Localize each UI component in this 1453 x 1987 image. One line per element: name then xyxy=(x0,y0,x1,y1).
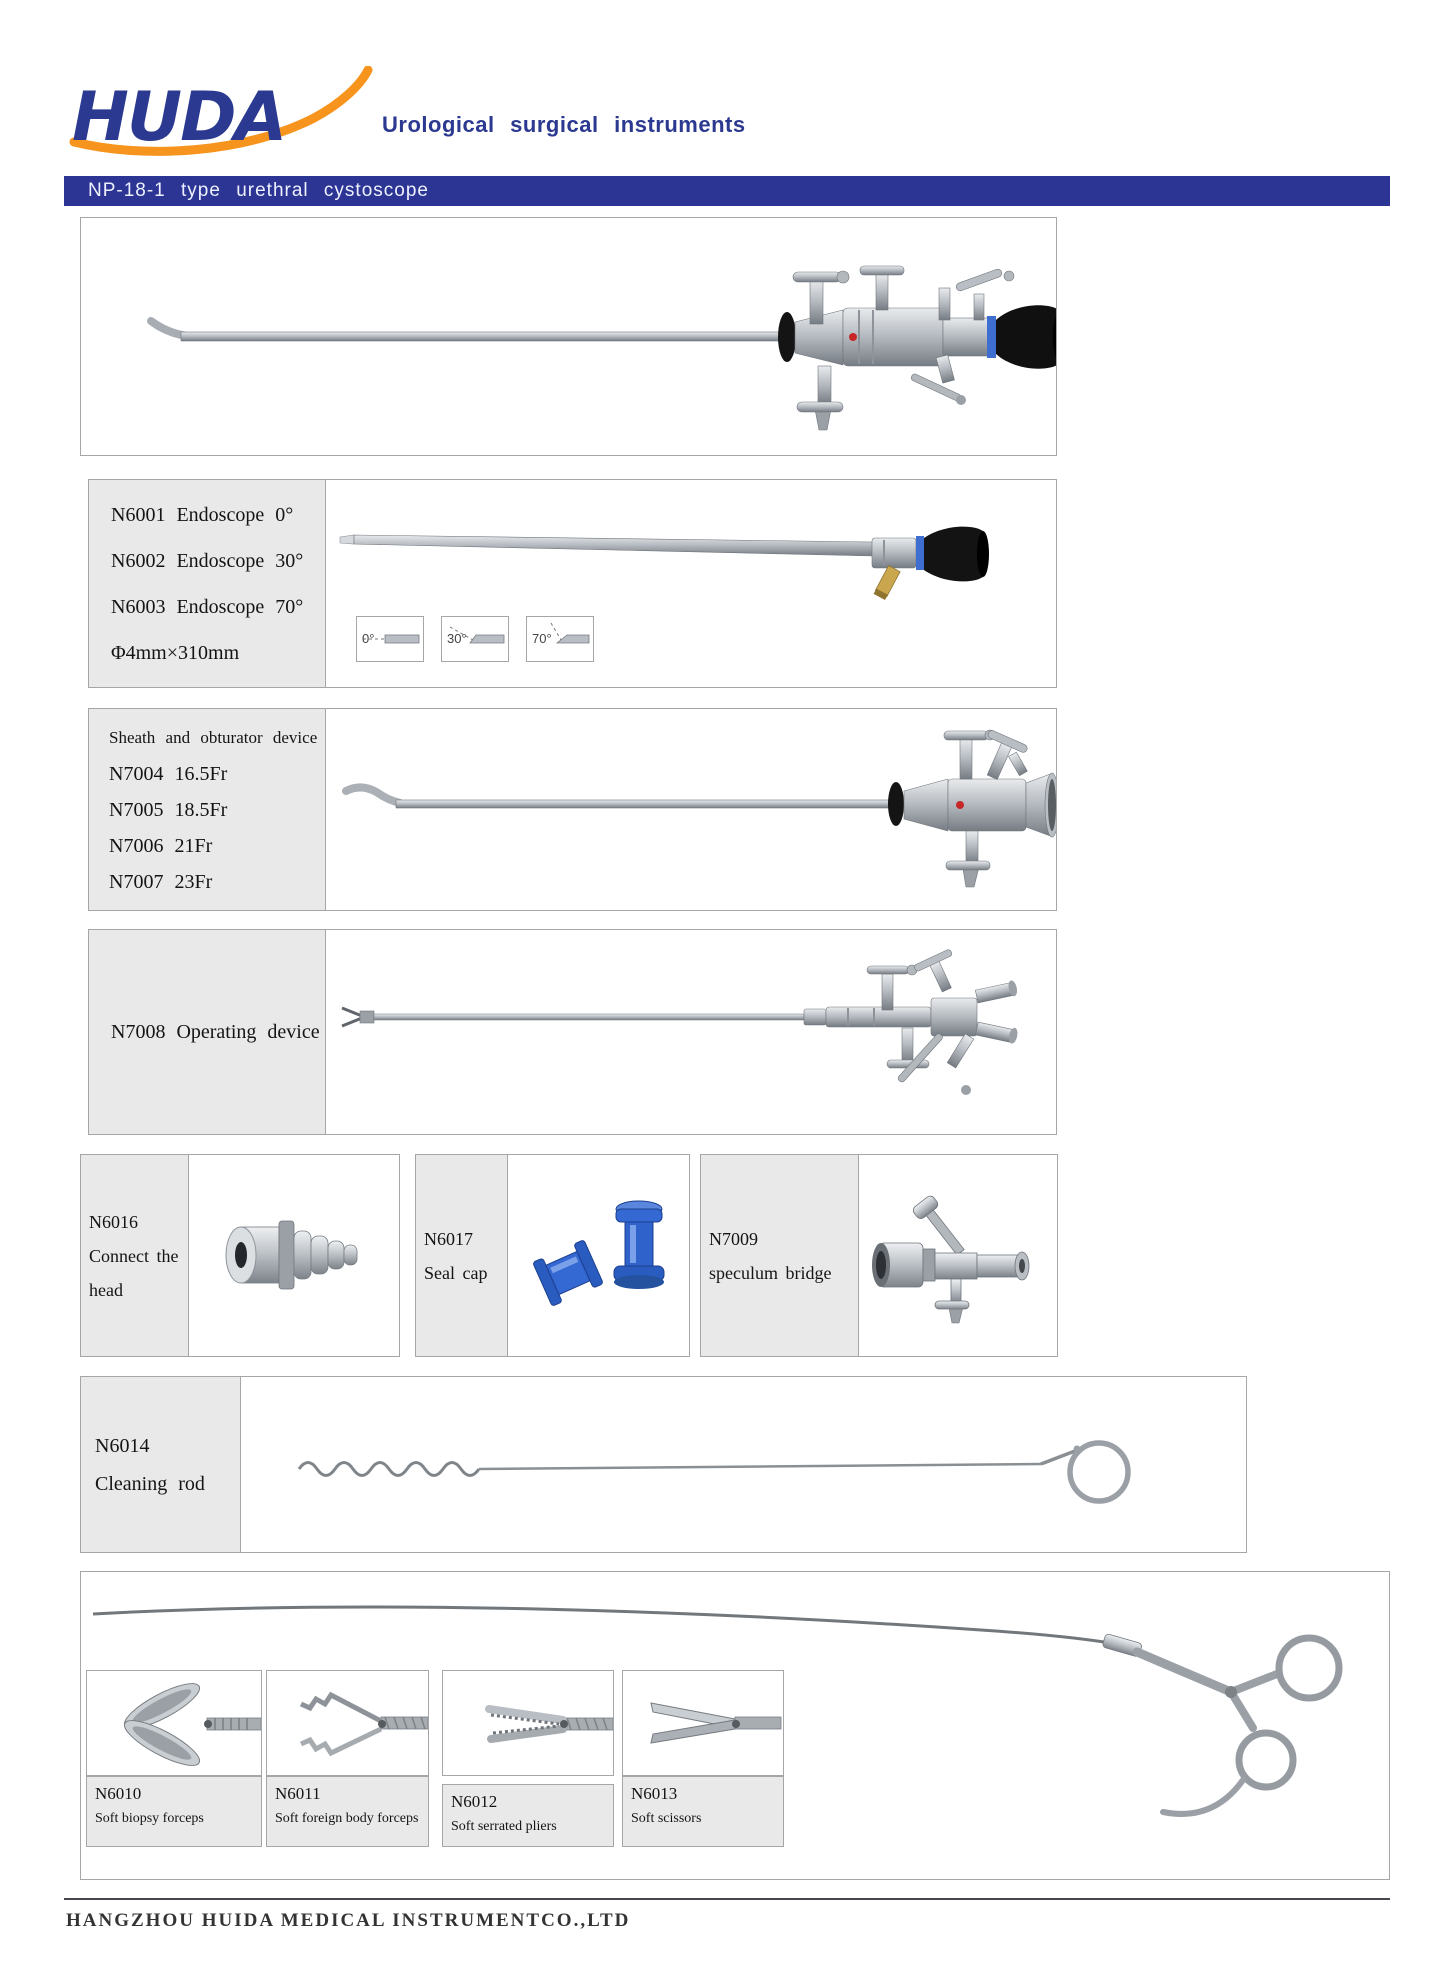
endoscope-image xyxy=(326,480,1056,687)
tagline: Urological surgical instruments xyxy=(382,112,746,137)
inset-biopsy xyxy=(86,1670,262,1776)
angle-diagram-70 xyxy=(526,616,594,662)
speculum-bridge-image-area xyxy=(859,1155,1057,1356)
connect-head-panel xyxy=(81,1155,189,1356)
cleaning-rod-line: Cleaning rod xyxy=(95,1472,205,1495)
connect-head-line: Connect the xyxy=(89,1245,179,1266)
operating-device-image xyxy=(326,930,1056,1134)
angle-diagram-30 xyxy=(441,616,509,662)
item-name: Soft foreign body forceps xyxy=(275,1811,419,1826)
main-figure-box xyxy=(80,217,1057,456)
speculum-bridge-image xyxy=(859,1155,1057,1356)
connect-head-image-area xyxy=(189,1155,399,1356)
angle-label: 0° xyxy=(362,631,375,646)
cleaning-rod-image xyxy=(241,1377,1246,1552)
speculum-bridge-line: N7009 xyxy=(709,1228,758,1249)
item-name: Soft serrated pliers xyxy=(451,1819,557,1834)
seal-cap-image-area xyxy=(508,1155,689,1356)
speculum-bridge-box xyxy=(700,1154,1058,1357)
inset-foreign-body xyxy=(266,1670,429,1776)
item-name: Soft scissors xyxy=(631,1811,702,1826)
endoscope-line: N6001 Endoscope 0° xyxy=(111,503,294,526)
endoscope-image-area xyxy=(326,480,1056,687)
logo-text: HUDA xyxy=(72,78,286,157)
cleaning-rod-panel xyxy=(81,1377,241,1552)
operating-device-box xyxy=(88,929,1057,1135)
inset-serrated xyxy=(442,1670,614,1776)
sheath-image-area xyxy=(326,709,1056,910)
sheath-line: N7006 21Fr xyxy=(109,834,213,857)
cleaning-rod-image-area xyxy=(241,1377,1246,1552)
soft-scissors-image xyxy=(623,1671,783,1775)
item-code: N6011 xyxy=(275,1784,321,1803)
endoscope-line: N6003 Endoscope 70° xyxy=(111,595,304,618)
sheath-panel xyxy=(89,709,326,910)
sheath-box xyxy=(88,708,1057,911)
footer-company: HANGZHOU HUIDA MEDICAL INSTRUMENTCO.,LTD xyxy=(66,1910,631,1931)
huda-logo xyxy=(68,66,378,166)
operating-device-panel xyxy=(89,930,326,1134)
speculum-bridge-panel xyxy=(701,1155,859,1356)
serrated-pliers-image xyxy=(443,1671,613,1775)
sheath-title: Sheath and obturator device xyxy=(109,727,318,747)
sheath-image xyxy=(326,709,1056,910)
seal-cap-line: N6017 xyxy=(424,1228,473,1249)
seal-cap-image xyxy=(508,1155,689,1356)
huda-logo-image xyxy=(68,66,378,166)
item-code: N6013 xyxy=(631,1784,678,1803)
foreign-body-forceps-image xyxy=(267,1671,428,1775)
endoscope-line: N6002 Endoscope 30° xyxy=(111,549,304,572)
item-code: N6010 xyxy=(95,1784,142,1803)
biopsy-forceps-image xyxy=(87,1671,261,1775)
angle-label: 70° xyxy=(532,631,552,646)
cystoscope-image xyxy=(81,218,1056,455)
item-label-n6013 xyxy=(622,1776,784,1847)
item-label-n6010 xyxy=(86,1776,262,1847)
cleaning-rod-box xyxy=(80,1376,1247,1553)
sheath-line: N7007 23Fr xyxy=(109,870,213,893)
flexible-instruments-box xyxy=(80,1571,1390,1880)
operating-device-image-area xyxy=(326,930,1056,1134)
item-name: Soft biopsy forceps xyxy=(95,1811,204,1826)
connect-head-line: N6016 xyxy=(89,1211,138,1232)
angle-label: 30° xyxy=(447,631,467,646)
endoscope-panel xyxy=(89,480,326,687)
angle-diagram-0 xyxy=(356,616,424,662)
sheath-line: N7004 16.5Fr xyxy=(109,762,228,785)
item-code: N6012 xyxy=(451,1792,498,1811)
endoscope-box xyxy=(88,479,1057,688)
speculum-bridge-line: speculum bridge xyxy=(709,1262,832,1283)
seal-cap-box xyxy=(415,1154,690,1357)
item-label-n6011 xyxy=(266,1776,429,1847)
seal-cap-panel xyxy=(416,1155,508,1356)
connect-head-box xyxy=(80,1154,400,1357)
connector-image xyxy=(189,1155,399,1356)
item-label-n6012 xyxy=(442,1784,614,1847)
seal-cap-line: Seal cap xyxy=(424,1262,488,1283)
operating-device-label: N7008 Operating device xyxy=(111,1020,320,1043)
title-bar: NP-18-1 type urethral cystoscope xyxy=(64,176,1390,206)
connect-head-line: head xyxy=(89,1279,123,1300)
inset-scissors xyxy=(622,1670,784,1776)
endoscope-line: Φ4mm×310mm xyxy=(111,641,240,664)
cleaning-rod-line: N6014 xyxy=(95,1434,150,1457)
sheath-line: N7005 18.5Fr xyxy=(109,798,228,821)
footer-divider xyxy=(64,1898,1390,1900)
